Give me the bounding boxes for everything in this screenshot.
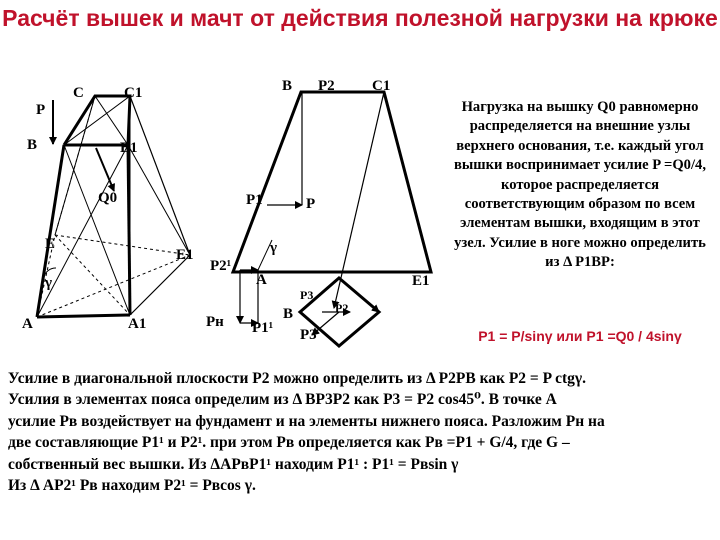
force-P2-arrow [334,92,384,308]
label-Q0: Q0 [98,190,118,206]
body-line: Из Δ AP2¹ Pв находим P2¹ = Pвcos γ. [8,477,256,495]
body-text [8,368,714,496]
label-B-top: B [282,78,293,94]
load-Q0-arrow [96,148,114,191]
label-A1: A1 [128,316,147,332]
side-formula: P1 = P/sinγ или P1 =Q0 / 4sinγ [478,328,682,344]
tower-bottom-right [130,255,190,315]
body-line: Усилия в элементах пояса определим из Δ BP3P2 как P3 = P2 cos45⁰. В точке А [8,391,557,409]
label-B1: B1 [120,140,138,156]
label-Pn: Pн [206,314,224,330]
label-E: E [45,236,56,252]
label-A-right: A [256,272,267,288]
label-E1: E1 [176,247,194,263]
body-line: собственный вес вышки. Из ΔAPвP1¹ находим P1¹ : P1¹ = Pвsin γ [8,455,459,473]
body-line: усилие Pв воздействует на фундамент и на элементы нижнего пояса. Разложим Pн на [8,412,605,430]
label-P2-small: P2 [335,301,349,315]
tower-elevation-figure [233,92,431,346]
side-explanation: Нагрузка на вышку Q0 равномерно распределяется на внешние узлы верхнего основания, т.е. каждый угол вышки воспринимает усилие P =Q0/4, которое распределяется соответствующим образом по всем элементам вышки, входящим в этот узел. Усилие в ноге можно определить из Δ P1BP: [454,99,706,271]
tower-elevation-outline [233,92,431,272]
page-title: Расчёт вышек и мачт от действия полезной нагрузки на крюке [2,5,718,31]
label-gamma-right: γ [270,240,278,256]
label-A: A [22,316,33,332]
label-P3: P3 [300,327,317,343]
label-B-low: B [283,306,294,322]
tower-bottom-front [37,315,130,317]
body-line: две составляющие P1¹ и P2¹. при этом Pв определяется как Pв =P1 + G/4, где G – [8,434,570,452]
label-C1-right: C1 [372,78,391,94]
tower-3d-figure [37,96,190,317]
label-P-right: P [306,196,316,212]
label-P2-top: P2 [318,78,335,94]
label-P: P [36,102,46,118]
label-C: C [73,85,84,101]
label-P1: P1 [246,192,263,208]
label-P3-top: P3 [300,288,314,302]
label-gamma-left: γ [45,275,53,291]
label-E1-right: E1 [412,273,430,289]
tower-leg-back-right [130,96,190,255]
label-P1-1: P1¹ [252,320,274,336]
label-P2-1: P2¹ [210,258,232,274]
body-line: Усилие в диагональной плоскости P2 можно определить из Δ P2PB как P2 = P ctgγ. [8,370,587,387]
label-B: B [27,137,38,153]
label-C1: C1 [124,85,143,101]
